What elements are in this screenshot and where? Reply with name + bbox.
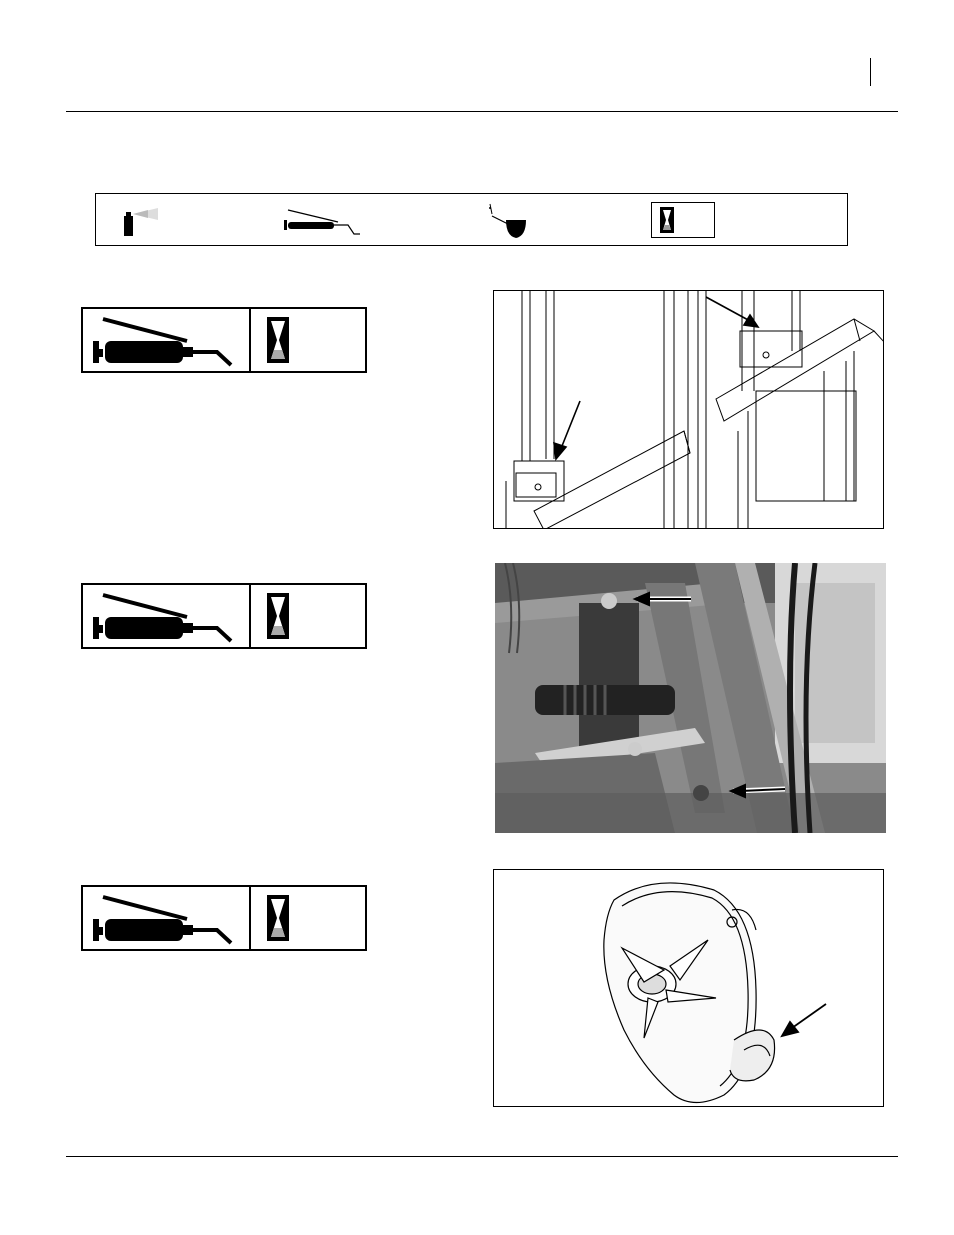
figure-spring-linkage-photo (495, 563, 886, 833)
grease-gun-icon (91, 315, 241, 369)
spring-linkage-photo (495, 563, 886, 833)
hourglass-icon (267, 317, 289, 363)
header-marker (870, 58, 871, 86)
lube-box-divider (249, 887, 251, 949)
lube-interval-box-2 (81, 583, 367, 649)
grease-gun-icon (91, 591, 241, 645)
spray-can-icon (120, 206, 160, 238)
figure-frame-pivots (493, 290, 884, 529)
lubrication-legend (95, 193, 848, 246)
header-rule (66, 111, 898, 112)
lube-interval-box-1 (81, 307, 367, 373)
hourglass-icon (267, 593, 289, 639)
hourglass-icon (660, 207, 674, 233)
lube-interval-box-3 (81, 885, 367, 951)
hourglass-frame (651, 202, 715, 238)
grease-gun-icon (282, 206, 364, 238)
lube-box-divider (249, 585, 251, 647)
grease-gun-icon (91, 893, 241, 947)
footer-rule (66, 1156, 898, 1157)
oil-can-icon (486, 202, 532, 240)
frame-pivot-drawing (494, 291, 884, 529)
hub-drawing (494, 870, 884, 1107)
hourglass-icon (267, 895, 289, 941)
lube-box-divider (249, 309, 251, 371)
figure-hub (493, 869, 884, 1107)
